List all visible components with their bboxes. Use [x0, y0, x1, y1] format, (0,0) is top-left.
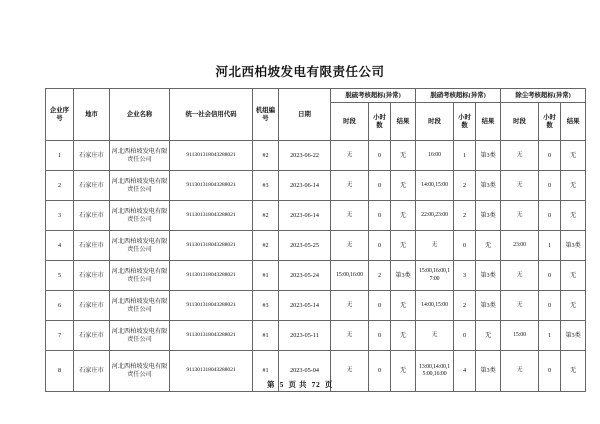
cell-cc_hrs: 0: [539, 261, 561, 291]
cell-city: 石家庄市: [74, 351, 110, 392]
cell-name: 河北西柏坡发电有限责任公司: [110, 201, 170, 231]
cell-code: 911301318043288021: [170, 351, 253, 392]
cell-dx_seg: 14:00,15:00: [416, 171, 454, 201]
cell-cc_hrs: 0: [539, 171, 561, 201]
footer-suffix: 页: [324, 380, 333, 389]
cell-cc_res: 无: [561, 351, 586, 392]
cell-ds_res: 无: [391, 171, 416, 201]
footer-current-page: 5: [279, 380, 284, 389]
table-row: [46, 141, 586, 171]
cell-dx_seg: 15:00,16:00,17:00: [416, 261, 454, 291]
cell-cc_res: 无: [561, 201, 586, 231]
cell-dx_res: 无: [476, 231, 501, 261]
cell-dx_seg: 14:00,15:00: [416, 291, 454, 321]
cell-date: 2023-05-14: [279, 291, 331, 321]
cell-dx_seg: 16:00: [416, 141, 454, 171]
cell-seq: 7: [46, 321, 74, 351]
cell-seq: 8: [46, 351, 74, 392]
cell-code: 911301318043288021: [170, 201, 253, 231]
cell-ds_hrs: 0: [369, 201, 391, 231]
emission-assessment-table: [45, 88, 586, 392]
cell-city: 石家庄市: [74, 171, 110, 201]
cell-dx_res: 第3类: [476, 141, 501, 171]
col-header-dx-hours: 小时数: [454, 103, 476, 141]
col-header-cc-result: 结果: [561, 103, 586, 141]
footer-total-pages: 72: [311, 380, 321, 389]
group-header-desulfurization: 脱硫考核超标(异常): [331, 89, 416, 103]
col-header-cc-segment: 时段: [501, 103, 539, 141]
cell-dx_res: 第3类: [476, 171, 501, 201]
cell-ds_hrs: 0: [369, 231, 391, 261]
cell-unit: #2: [253, 201, 279, 231]
cell-ds_res: 无: [391, 321, 416, 351]
cell-dx_hrs: 2: [454, 201, 476, 231]
cell-code: 911301318043288021: [170, 171, 253, 201]
cell-cc_seg: 无: [501, 141, 539, 171]
table-group-header-row: [46, 89, 586, 103]
cell-city: 石家庄市: [74, 261, 110, 291]
cell-unit: #1: [253, 351, 279, 392]
cell-ds_hrs: 0: [369, 171, 391, 201]
cell-dx_seg: 13:00,14:00,15:00,16:00: [416, 351, 454, 392]
cell-name: 河北西柏坡发电有限责任公司: [110, 261, 170, 291]
table-row: [46, 321, 586, 351]
cell-ds_res: 无: [391, 231, 416, 261]
cell-code: 911301318043288021: [170, 291, 253, 321]
cell-ds_res: 第3类: [391, 261, 416, 291]
cell-unit: #1: [253, 261, 279, 291]
col-header-date: 日期: [279, 89, 331, 141]
cell-name: 河北西柏坡发电有限责任公司: [110, 291, 170, 321]
cell-ds_res: 无: [391, 351, 416, 392]
cell-date: 2023-05-24: [279, 261, 331, 291]
cell-unit: #2: [253, 231, 279, 261]
cell-ds_res: 无: [391, 291, 416, 321]
cell-cc_seg: 无: [501, 171, 539, 201]
cell-cc_seg: 无: [501, 291, 539, 321]
cell-unit: #1: [253, 321, 279, 351]
cell-seq: 1: [46, 141, 74, 171]
cell-date: 2023-06-22: [279, 141, 331, 171]
footer-middle: 页 共: [288, 380, 308, 389]
cell-code: 911301318043288021: [170, 141, 253, 171]
cell-dx_res: 第3类: [476, 261, 501, 291]
cell-cc_res: 无: [561, 291, 586, 321]
cell-dx_res: 第3类: [476, 201, 501, 231]
cell-name: 河北西柏坡发电有限责任公司: [110, 141, 170, 171]
cell-dx_hrs: 4: [454, 351, 476, 392]
cell-name: 河北西柏坡发电有限责任公司: [110, 231, 170, 261]
group-header-dust-removal: 除尘考核超标(异常): [501, 89, 586, 103]
cell-cc_seg: 无: [501, 351, 539, 392]
cell-ds_seg: 无: [331, 321, 369, 351]
cell-seq: 2: [46, 171, 74, 201]
cell-unit: #3: [253, 291, 279, 321]
cell-code: 911301318043288021: [170, 231, 253, 261]
cell-dx_res: 第3类: [476, 351, 501, 392]
cell-ds_hrs: 0: [369, 351, 391, 392]
cell-ds_hrs: 2: [369, 261, 391, 291]
cell-cc_seg: 无: [501, 201, 539, 231]
table-row: [46, 261, 586, 291]
cell-ds_seg: 无: [331, 351, 369, 392]
cell-cc_seg: 23:00: [501, 231, 539, 261]
cell-ds_res: 无: [391, 141, 416, 171]
cell-ds_seg: 无: [331, 141, 369, 171]
col-header-city: 地市: [74, 89, 110, 141]
cell-ds_seg: 无: [331, 291, 369, 321]
cell-dx_seg: 无: [416, 321, 454, 351]
col-header-ds-segment: 时段: [331, 103, 369, 141]
cell-dx_hrs: 1: [454, 141, 476, 171]
cell-cc_res: 无: [561, 261, 586, 291]
cell-cc_seg: 无: [501, 261, 539, 291]
cell-code: 911301318043288021: [170, 261, 253, 291]
cell-cc_res: 第3类: [561, 321, 586, 351]
cell-date: 2023-05-25: [279, 231, 331, 261]
cell-date: 2023-05-04: [279, 351, 331, 392]
table-row: [46, 171, 586, 201]
col-header-dx-result: 结果: [476, 103, 501, 141]
cell-city: 石家庄市: [74, 291, 110, 321]
cell-unit: #2: [253, 141, 279, 171]
cell-seq: 6: [46, 291, 74, 321]
col-header-unit: 机组编号: [253, 89, 279, 141]
cell-ds_seg: 无: [331, 171, 369, 201]
cell-seq: 3: [46, 201, 74, 231]
cell-dx_res: 无: [476, 321, 501, 351]
cell-unit: #3: [253, 171, 279, 201]
table-body: [46, 141, 586, 392]
cell-ds_hrs: 0: [369, 141, 391, 171]
cell-seq: 4: [46, 231, 74, 261]
table-row: [46, 201, 586, 231]
cell-city: 石家庄市: [74, 231, 110, 261]
col-header-name: 企业名称: [110, 89, 170, 141]
col-header-ds-hours: 小时数: [369, 103, 391, 141]
cell-code: 911301318043288021: [170, 321, 253, 351]
cell-dx_hrs: 0: [454, 231, 476, 261]
cell-dx_hrs: 2: [454, 171, 476, 201]
cell-dx_hrs: 0: [454, 321, 476, 351]
cell-ds_hrs: 0: [369, 321, 391, 351]
cell-ds_res: 无: [391, 201, 416, 231]
footer-prefix: 第: [267, 380, 276, 389]
cell-date: 2023-05-11: [279, 321, 331, 351]
cell-ds_seg: 无: [331, 201, 369, 231]
cell-ds_seg: 无: [331, 231, 369, 261]
cell-cc_hrs: 0: [539, 351, 561, 392]
cell-cc_hrs: 0: [539, 291, 561, 321]
col-header-ds-result: 结果: [391, 103, 416, 141]
cell-dx_seg: 22:00,23:00: [416, 201, 454, 231]
cell-cc_seg: 15:00: [501, 321, 539, 351]
col-header-code: 统一社会信用代码: [170, 89, 253, 141]
cell-city: 石家庄市: [74, 141, 110, 171]
cell-city: 石家庄市: [74, 321, 110, 351]
cell-cc_hrs: 0: [539, 201, 561, 231]
table-header: [46, 89, 586, 141]
cell-dx_res: 第3类: [476, 291, 501, 321]
table-row: [46, 291, 586, 321]
cell-dx_seg: 无: [416, 231, 454, 261]
cell-cc_res: 无: [561, 141, 586, 171]
col-header-dx-segment: 时段: [416, 103, 454, 141]
cell-cc_hrs: 1: [539, 321, 561, 351]
cell-cc_res: 无: [561, 171, 586, 201]
col-header-cc-hours: 小时数: [539, 103, 561, 141]
cell-ds_seg: 15:00,16:00: [331, 261, 369, 291]
group-header-denitrification: 脱硝考核超标(异常): [416, 89, 501, 103]
cell-name: 河北西柏坡发电有限责任公司: [110, 171, 170, 201]
cell-date: 2023-06-14: [279, 171, 331, 201]
cell-city: 石家庄市: [74, 201, 110, 231]
cell-name: 河北西柏坡发电有限责任公司: [110, 351, 170, 392]
col-header-seq: 企业序号: [46, 89, 74, 141]
cell-date: 2023-06-14: [279, 201, 331, 231]
cell-dx_hrs: 3: [454, 261, 476, 291]
cell-cc_hrs: 0: [539, 141, 561, 171]
cell-seq: 5: [46, 261, 74, 291]
table-row: [46, 231, 586, 261]
cell-dx_hrs: 2: [454, 291, 476, 321]
report-table-container: [45, 88, 581, 392]
page-title: 河北西柏坡发电有限责任公司: [215, 65, 385, 79]
cell-cc_res: 第3类: [561, 231, 586, 261]
cell-name: 河北西柏坡发电有限责任公司: [110, 321, 170, 351]
page-footer: [0, 379, 600, 390]
cell-ds_hrs: 0: [369, 291, 391, 321]
cell-cc_hrs: 1: [539, 231, 561, 261]
